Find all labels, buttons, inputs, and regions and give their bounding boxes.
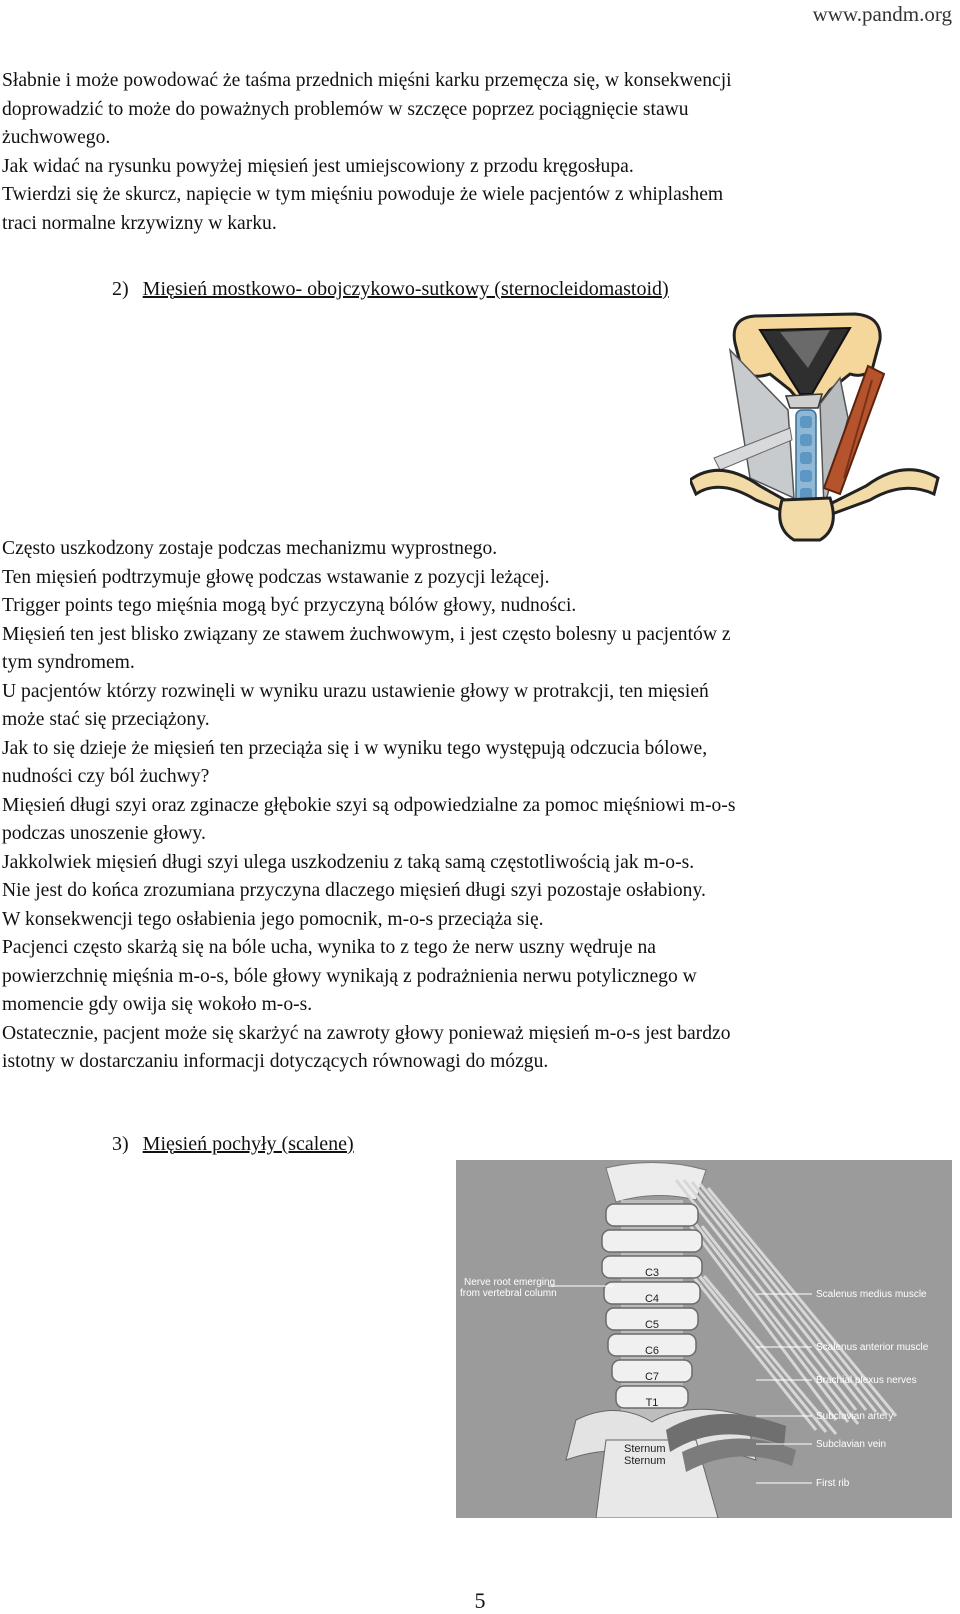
text-line: Jak to się dzieje że mięsień ten przeciąża się i w wyniku tego występują odczucia bólowe, [2,738,708,759]
vertebra-label: C7 [644,1371,660,1383]
vertebra-label: C3 [644,1267,660,1279]
vertebra-label: C4 [644,1293,660,1305]
anatomy-label: Brachial plexus nerves [816,1375,917,1386]
text-line: może stać się przeciążony. [2,709,210,730]
text-line: Jakkolwiek mięsień długi szyi ulega uszkodzeniu z taką samą częstotliwością jak m-o-s. [2,852,695,873]
text-line: doprowadzić to może do poważnych problemów w szczęce poprzez pociągnięcie stawu [2,99,689,120]
anatomy-label: Scalenus medius muscle [816,1289,927,1300]
text-line: U pacjentów którzy rozwinęli w wyniku urazu ustawienie głowy w protrakcji, ten mięsień [2,681,709,702]
page-number: 5 [474,1588,486,1613]
section-3-heading [112,1130,354,1158]
vertebra-label: C5 [644,1319,660,1331]
nerve-root-label: from vertebral column [460,1288,557,1299]
text-line: podczas unoszenie głowy. [2,823,206,844]
anatomy-label: Scalenus anterior muscle [816,1342,929,1353]
text-line: Nie jest do końca zrozumiana przyczyna dlaczego mięsień długi szyi pozostaje osłabiony. [2,880,706,901]
section-number: 2) [112,278,129,300]
text-line: żuchwowego. [2,127,111,148]
section-title: Mięsień pochyły (scalene) [142,1133,354,1155]
sternum-label: Sternum [624,1443,666,1455]
vertebra-label: C6 [644,1345,660,1357]
text-line: Słabnie i może powodować że taśma przednich mięśni karku przemęcza się, w konsekwencji [2,70,732,91]
text-line: traci normalne krzywizny w karku. [2,213,277,234]
text-line: Ten mięsień podtrzymuje głowę podczas wstawanie z pozycji leżącej. [2,567,550,588]
text-line: W konsekwencji tego osłabienia jego pomocnik, m-o-s przeciąża się. [2,909,544,930]
nerve-root-label: Nerve root emerging [464,1277,556,1288]
text-line: tym syndromem. [2,652,135,673]
text-line: istotny w dostarczaniu informacji dotyczących równowagi do mózgu. [2,1051,549,1072]
text-line: Pacjenci często skarżą się na bóle ucha, wynika to z tego że nerw uszny wędruje na [2,937,656,958]
sternum-label: Sternum [624,1455,666,1467]
anatomy-label: Subclavian artery [816,1411,894,1422]
text-line: Jak widać na rysunku powyżej mięsień jest umiejscowiony z przodu kręgosłupa. [2,156,634,177]
text-line: Ostatecznie, pacjent może się skarżyć na zawroty głowy ponieważ mięsień m-o-s jest bardzo [2,1023,731,1044]
scalene-figure [456,1160,952,1518]
section-number: 3) [112,1133,129,1155]
text-line: nudności czy ból żuchwy? [2,766,210,787]
text-line: Mięsień ten jest blisko związany ze stawem żuchwowym, i jest często bolesny u pacjentów z [2,624,731,645]
text-line: powierzchnię mięśnia m-o-s, bóle głowy wynikają z podrażnienia nerwu potylicznego w [2,966,697,987]
text-line: momencie gdy owija się wokoło m-o-s. [2,994,313,1015]
section-2-heading [112,275,669,303]
text-line: Twierdzi się że skurcz, napięcie w tym mięśniu powoduje że wiele pacjentów z whiplashem [2,184,724,205]
text-line: Często uszkodzony zostaje podczas mechanizmu wyprostnego. [2,538,498,559]
vertebra-label: T1 [645,1397,659,1409]
text-line: Trigger points tego mięśnia mogą być przyczyną bólów głowy, nudności. [2,595,577,616]
anatomy-label: Subclavian vein [816,1439,887,1450]
site-url: www.pandm.org [812,2,952,26]
anatomy-label: First rib [816,1478,850,1489]
section-title: Mięsień mostkowo- obojczykowo-sutkowy (sternocleidomastoid) [142,278,669,300]
sternocleidomastoid-figure [690,308,940,548]
text-line: Mięsień długi szyi oraz zginacze głębokie szyi są odpowiedzialne za pomoc mięśniowi m-o-s [2,795,736,816]
